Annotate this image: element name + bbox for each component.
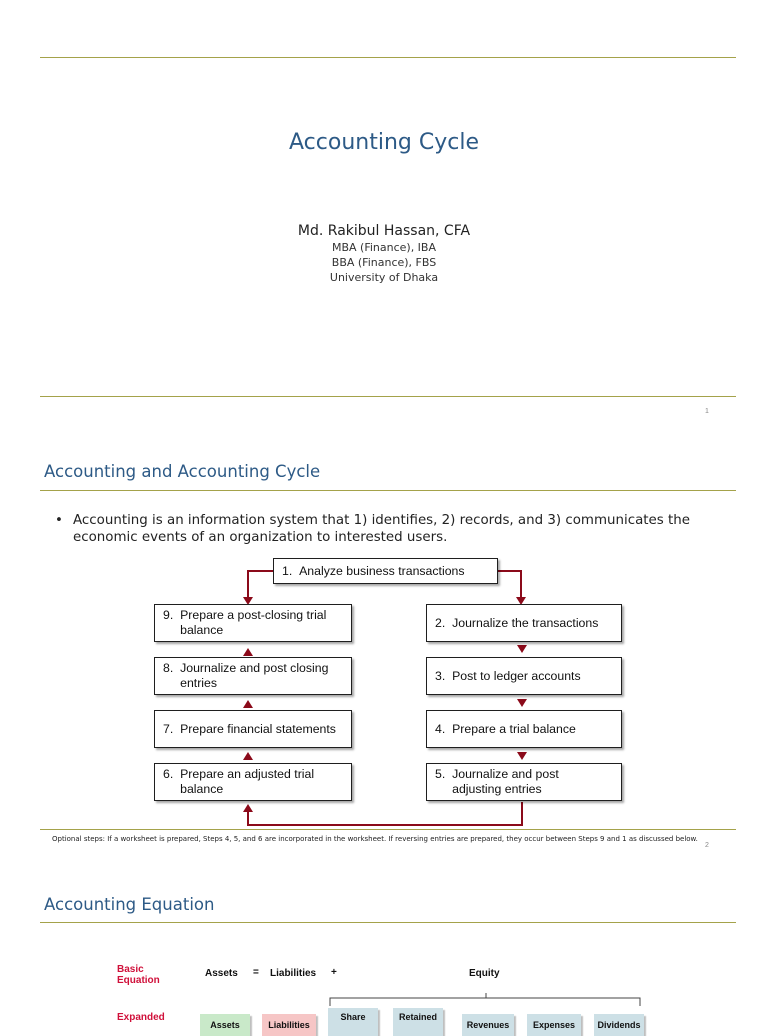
box-liabilities: Liabilities <box>262 1014 316 1036</box>
slide2-title: Accounting and Accounting Cycle <box>44 462 321 481</box>
term-liabilities: Liabilities <box>270 968 317 979</box>
basic-equation-label: Basic Equation <box>117 964 160 986</box>
credential-line: University of Dhaka <box>329 271 439 284</box>
box-dividends: Dividends <box>594 1014 644 1036</box>
step-text: Journalize the transactions <box>452 615 599 630</box>
slide1-title: Accounting Cycle <box>289 130 479 155</box>
step-number: 9. <box>163 608 174 622</box>
footnote: Optional steps: If a worksheet is prepared, Steps 4, 5, and 6 are incorporated in the worksheet. If reversing entries are prepared, they occur between Steps 9 and 1 as discussed below. <box>52 835 698 843</box>
step-number: 6. <box>163 767 174 781</box>
box-revenues: Revenues <box>462 1014 514 1036</box>
step-number: 8. <box>163 661 174 675</box>
page-number: 1 <box>705 408 709 415</box>
term-assets: Assets <box>205 968 238 979</box>
box-expenses: Expenses <box>527 1014 581 1036</box>
step-text: Prepare financial statements <box>180 721 336 736</box>
step-number: 7. <box>163 721 174 736</box>
box-retained: Retained <box>393 1008 443 1036</box>
bullet-dot-icon: • <box>55 513 63 528</box>
slide3-title: Accounting Equation <box>44 895 215 914</box>
step-text: Journalize and post adjusting entries <box>452 767 559 796</box>
step-text: Analyze business transactions <box>299 563 465 578</box>
expanded-equation-label: Expanded <box>117 1012 165 1023</box>
step-number: 4. <box>435 721 446 736</box>
step-number: 5. <box>435 767 446 781</box>
credential-line: BBA (Finance), FBS <box>331 256 437 269</box>
author-name: Md. Rakibul Hassan, CFA <box>297 223 471 239</box>
bullet-text: Accounting is an information system that 1) identifies, 2) records, and 3) communicates the economic events of an organization to interested users. <box>73 513 690 545</box>
step-text: Post to ledger accounts <box>452 668 581 683</box>
step-text: Journalize and post closing entries <box>180 661 329 690</box>
term-equals: = <box>253 967 259 978</box>
credential-line: MBA (Finance), IBA <box>331 241 437 254</box>
box-share: Share <box>328 1008 378 1036</box>
step-text: Prepare an adjusted trial balance <box>180 767 315 796</box>
step-number: 3. <box>435 668 446 683</box>
page-number: 2 <box>705 842 709 849</box>
term-plus: + <box>331 967 337 978</box>
step-text: Prepare a trial balance <box>452 721 576 736</box>
box-assets: Assets <box>200 1014 250 1036</box>
step-number: 1. <box>282 563 293 578</box>
term-equity: Equity <box>469 968 500 979</box>
step-number: 2. <box>435 615 446 630</box>
step-text: Prepare a post-closing trial balance <box>180 608 327 637</box>
